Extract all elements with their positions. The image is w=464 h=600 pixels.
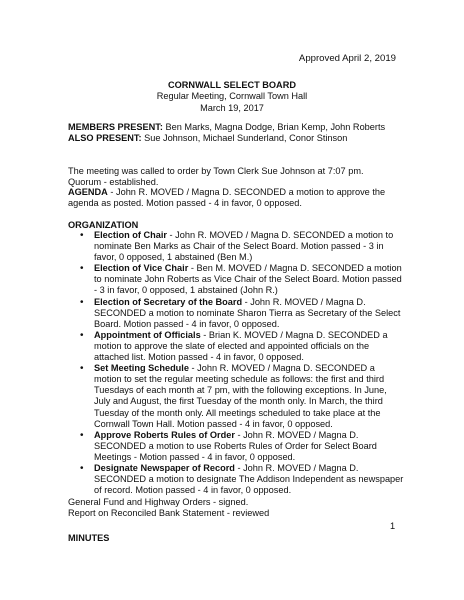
item-text: - John R. MOVED / Magna D. SECONDED a motion to set the regular meeting schedule as follows: the first and third Tuesdays of each month at 7 pm, with the following exceptions. In June, July and August, the first Tuesday of the month only. In March, the third Tuesday of the month only. All meetings scheduled to take place at the Cornwall Town Hall. Motion passed - 4 in favor, 0 opposed. [94,363,387,429]
list-item [94,363,404,430]
page-number: 1 [390,521,396,531]
list-item [94,463,404,496]
bank-statement-line: Report on Reconciled Bank Statement - reviewed [68,508,270,519]
document-header [0,80,464,114]
list-item [94,230,404,263]
minutes-heading: MINUTES [68,533,110,543]
orders-signed-line: General Fund and Highway Orders - signed. [68,497,249,507]
also-present-line [68,133,398,144]
organization-list [94,230,404,496]
also-present-names: Sue Johnson, Michael Sunderland, Conor Stinson [144,133,348,144]
item-label: Appointment of Officials [94,329,201,340]
item-text: - John R. MOVED / Magna D. SECONDED a motion to designate The Addison Independent as newspaper of record. Motion passed - 4 in favor, 0 opposed. [94,462,404,496]
document-title: CORNWALL SELECT BOARD [168,80,296,90]
organization-heading: ORGANIZATION [68,220,139,230]
item-text: - John R. MOVED / Magna D. SECONDED a motion to nominate Sharon Tierra as Secretary of the Select Board. Motion passed - 4 in favor, 0 opposed. [94,296,401,329]
item-text: - Ben M. MOVED / Magna D. SECONDED a motion to nominate John Roberts as Vice Chair of the Select Board. Motion passed - 3 in favor, 0 opposed, 1 abstained (John R.) [94,263,402,296]
attendance-section [68,122,398,144]
closing-notes [68,497,398,519]
item-label: Designate Newspaper of Record [94,462,235,473]
list-item [94,330,404,363]
members-present-line [68,122,398,133]
item-label: Election of Secretary of the Board [94,296,243,307]
also-present-label: ALSO PRESENT: [68,133,142,144]
list-item [94,297,404,330]
meeting-date: March 19, 2017 [200,102,264,113]
item-text: - John R. MOVED / Magna D. SECONDED a motion to use Roberts Rules of Order for Select Board Meetings - Motion passed - 4 in favor, 0 opposed. [94,429,377,462]
item-text: - Brian K. MOVED / Magna D. SECONDED a motion to approve the slate of elected and appointed officials on the attached list. Motion passed - 4 in favor, 0 opposed. [94,329,388,363]
list-item [94,263,404,296]
item-label: Set Meeting Schedule [94,363,189,374]
approval-note: Approved April 2, 2019 [298,53,396,64]
item-label: Election of Vice Chair [94,263,189,274]
item-label: Approve Roberts Rules of Order [94,429,235,440]
agenda-label: AGENDA [68,187,108,197]
agenda-paragraph [68,187,398,209]
members-present-label: MEMBERS PRESENT: [68,122,163,132]
call-to-order-paragraph: The meeting was called to order by Town Clerk Sue Johnson at 7:07 pm. Quorum - established. [68,166,364,188]
meeting-type: Regular Meeting, Cornwall Town Hall [156,91,308,102]
members-present-names: Ben Marks, Magna Dodge, Brian Kemp, John Roberts [165,122,386,132]
item-text: - John R. MOVED / Magna D. SECONDED a motion to nominate Ben Marks as Chair of the Select Board. Motion passed - 3 in favor, 0 opposed, 1 abstained (Ben M.) [94,230,394,263]
agenda-text: - John R. MOVED / Magna D. SECONDED a motion to approve the agenda as posted. Motion passed - 4 in favor, 0 opposed. [68,187,386,209]
item-label: Election of Chair [94,230,167,240]
list-item [94,430,404,463]
